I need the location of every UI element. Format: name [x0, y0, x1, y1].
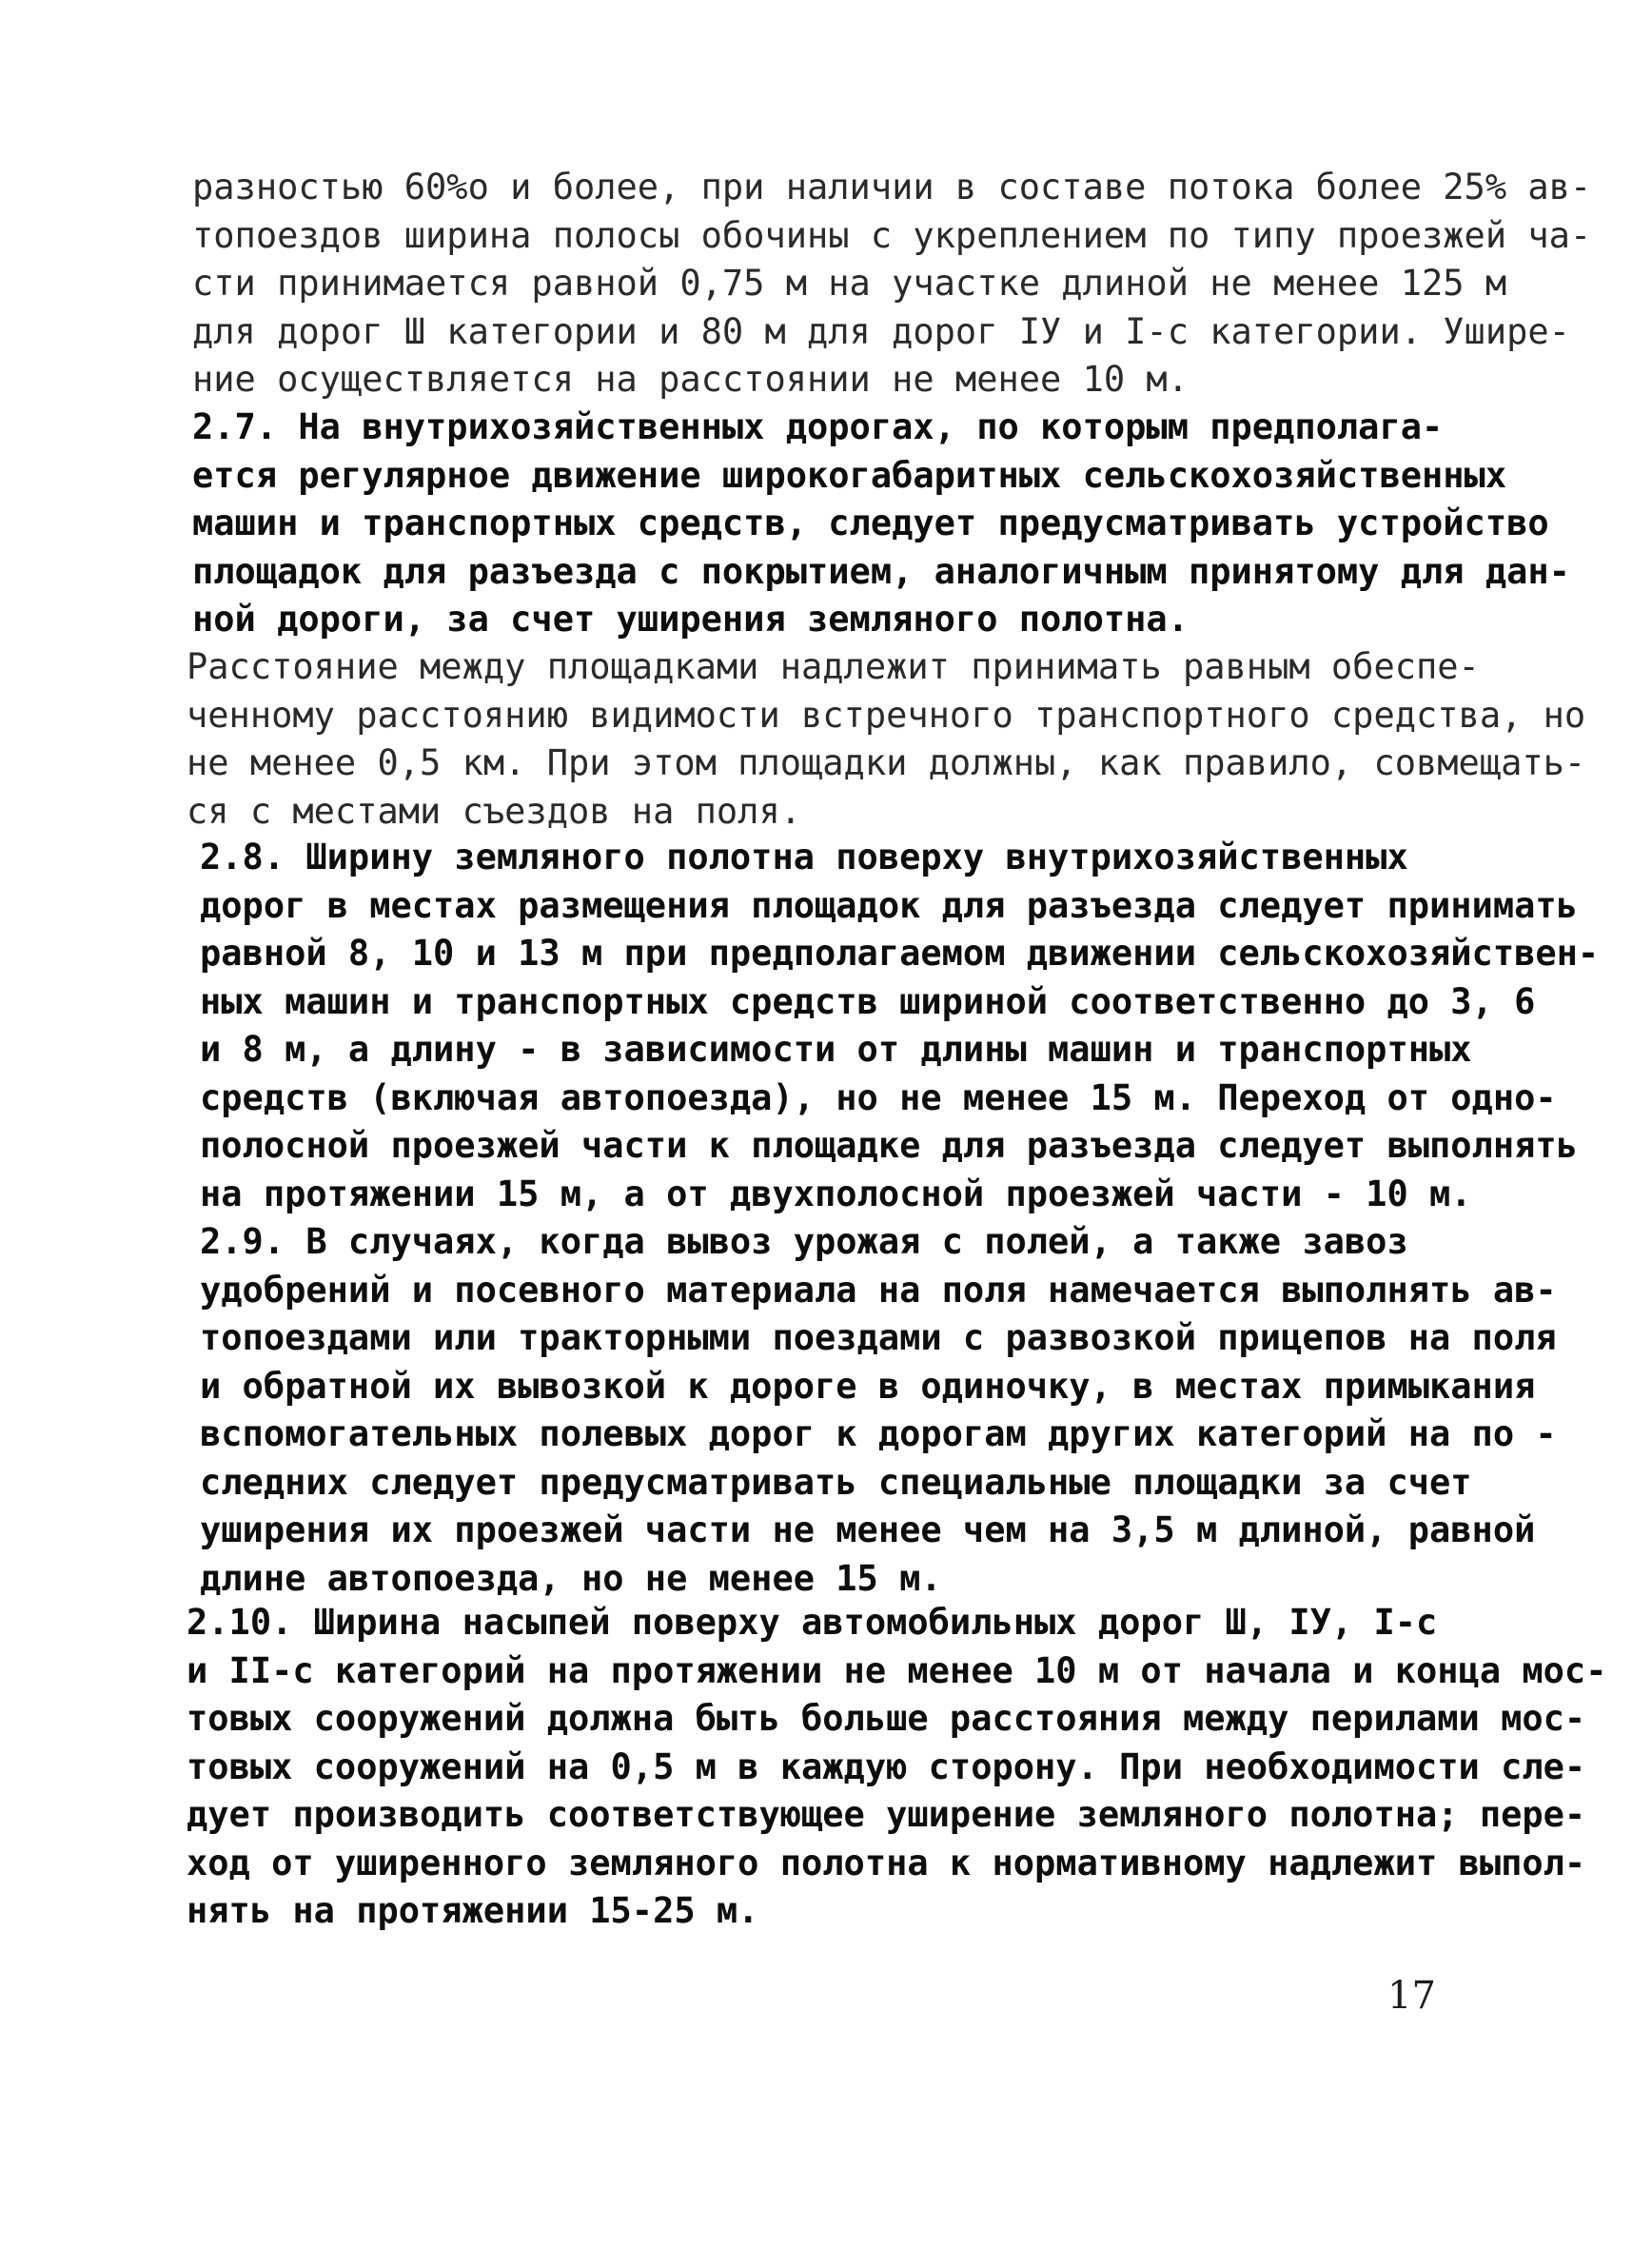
text-line: ход от уширенного земляного полотна к нормативному надлежит выпол-	[187, 1842, 1586, 1883]
text-line: равной 8, 10 и 13 м при предполагаемом движении сельскохозяйствен-	[200, 933, 1600, 974]
text-line: и 8 м, а длину - в зависимости от длины машин и транспортных	[200, 1029, 1472, 1070]
text-line: товых сооружений должна быть больше расстояния между перилами мос-	[187, 1698, 1586, 1739]
text-line: Расстояние между площадками надлежит принимать равным обеспе-	[187, 646, 1480, 687]
text-line: для дорог Ш категории и 80 м для дорог IУ и I-с категории. Ушире-	[192, 310, 1570, 352]
text-line: средств (включая автопоезда), но не менее 15 м. Переход от одно-	[200, 1076, 1557, 1118]
text-line: 2.10. Ширина насыпей поверху автомобильных дорог Ш, IУ, I-с	[187, 1602, 1438, 1643]
text-line: площадок для разъезда с покрытием, аналогичным принятому для дан-	[192, 550, 1570, 592]
paragraph-2-8	[200, 834, 1599, 1218]
text-line: 2.9. В случаях, когда вывоз урожая с полей, а также завоз	[200, 1221, 1408, 1262]
text-line: разностью 60%о и более, при наличии в составе потока более 25% ав-	[192, 167, 1592, 207]
text-line: удобрений и посевного материала на поля намечается выполнять ав-	[200, 1269, 1557, 1311]
text-line: ся с местами съездов на поля.	[187, 790, 802, 832]
text-line: топоездов ширина полосы обочины с укреплением по типу проезжей ча-	[192, 214, 1592, 256]
text-line: ется регулярное движение широкогабаритных сельскохозяйственных	[192, 454, 1507, 496]
text-line: уширения их проезжей части не менее чем на 3,5 м длиной, равной	[200, 1509, 1536, 1550]
text-line: ной дороги, за счет уширения земляного полотна.	[192, 599, 1189, 640]
text-line: ных машин и транспортных средств шириной соответственно до 3, 6	[200, 980, 1536, 1022]
text-line: полосной проезжей части к площадке для разъезда следует выполнять	[200, 1125, 1578, 1166]
text-line: следних следует предусматривать специальные площадки за счет	[200, 1461, 1472, 1503]
text-line: товых сооружений на 0,5 м в каждую сторону. При необходимости сле-	[187, 1745, 1586, 1787]
paragraph-passing-distance	[187, 643, 1585, 836]
text-line: и обратной их вывозкой к дороге в одиночку, в местах примыкания	[200, 1365, 1536, 1407]
text-line: ние осуществляется на расстоянии не менее 10 м.	[192, 359, 1189, 400]
text-line: машин и транспортных средств, следует предусматривать устройство	[192, 503, 1549, 543]
text-line: не менее 0,5 км. При этом площадки должны, как правило, совмещать-	[187, 742, 1586, 783]
text-line: топоездами или тракторными поездами с развозкой прицепов на поля	[200, 1317, 1557, 1358]
paragraph-2-10	[187, 1599, 1606, 1936]
text-line: ченному расстоянию видимости встречного транспортного средства, но	[187, 694, 1586, 736]
paragraph-2-7	[192, 404, 1570, 644]
text-line: длине автопоезда, но не менее 15 м.	[200, 1557, 942, 1599]
paragraph-continuation	[192, 164, 1591, 404]
text-line: 2.8. Ширину земляного полотна поверху внутрихозяйственных	[200, 837, 1408, 878]
text-line: и II-с категорий на протяжении не менее 10 м от начала и конца мос-	[187, 1649, 1607, 1691]
text-line: вспомогательных полевых дорог к дорогам других категорий на по -	[200, 1413, 1557, 1454]
text-line: сти принимается равной 0,75 м на участке длиной не менее 125 м	[192, 263, 1507, 304]
text-line: нять на протяжении 15-25 м.	[187, 1890, 759, 1931]
text-line: на протяжении 15 м, а от двухполосной проезжей части - 10 м.	[200, 1173, 1472, 1214]
paragraph-2-9	[200, 1218, 1557, 1603]
page-number: 17	[1387, 1974, 1436, 2018]
text-line: дорог в местах размещения площадок для разъезда следует принимать	[200, 884, 1578, 926]
text-line: 2.7. На внутрихозяйственных дорогах, по которым предполага-	[192, 406, 1444, 447]
text-line: дует производить соответствующее уширение земляного полотна; пере-	[187, 1794, 1586, 1835]
